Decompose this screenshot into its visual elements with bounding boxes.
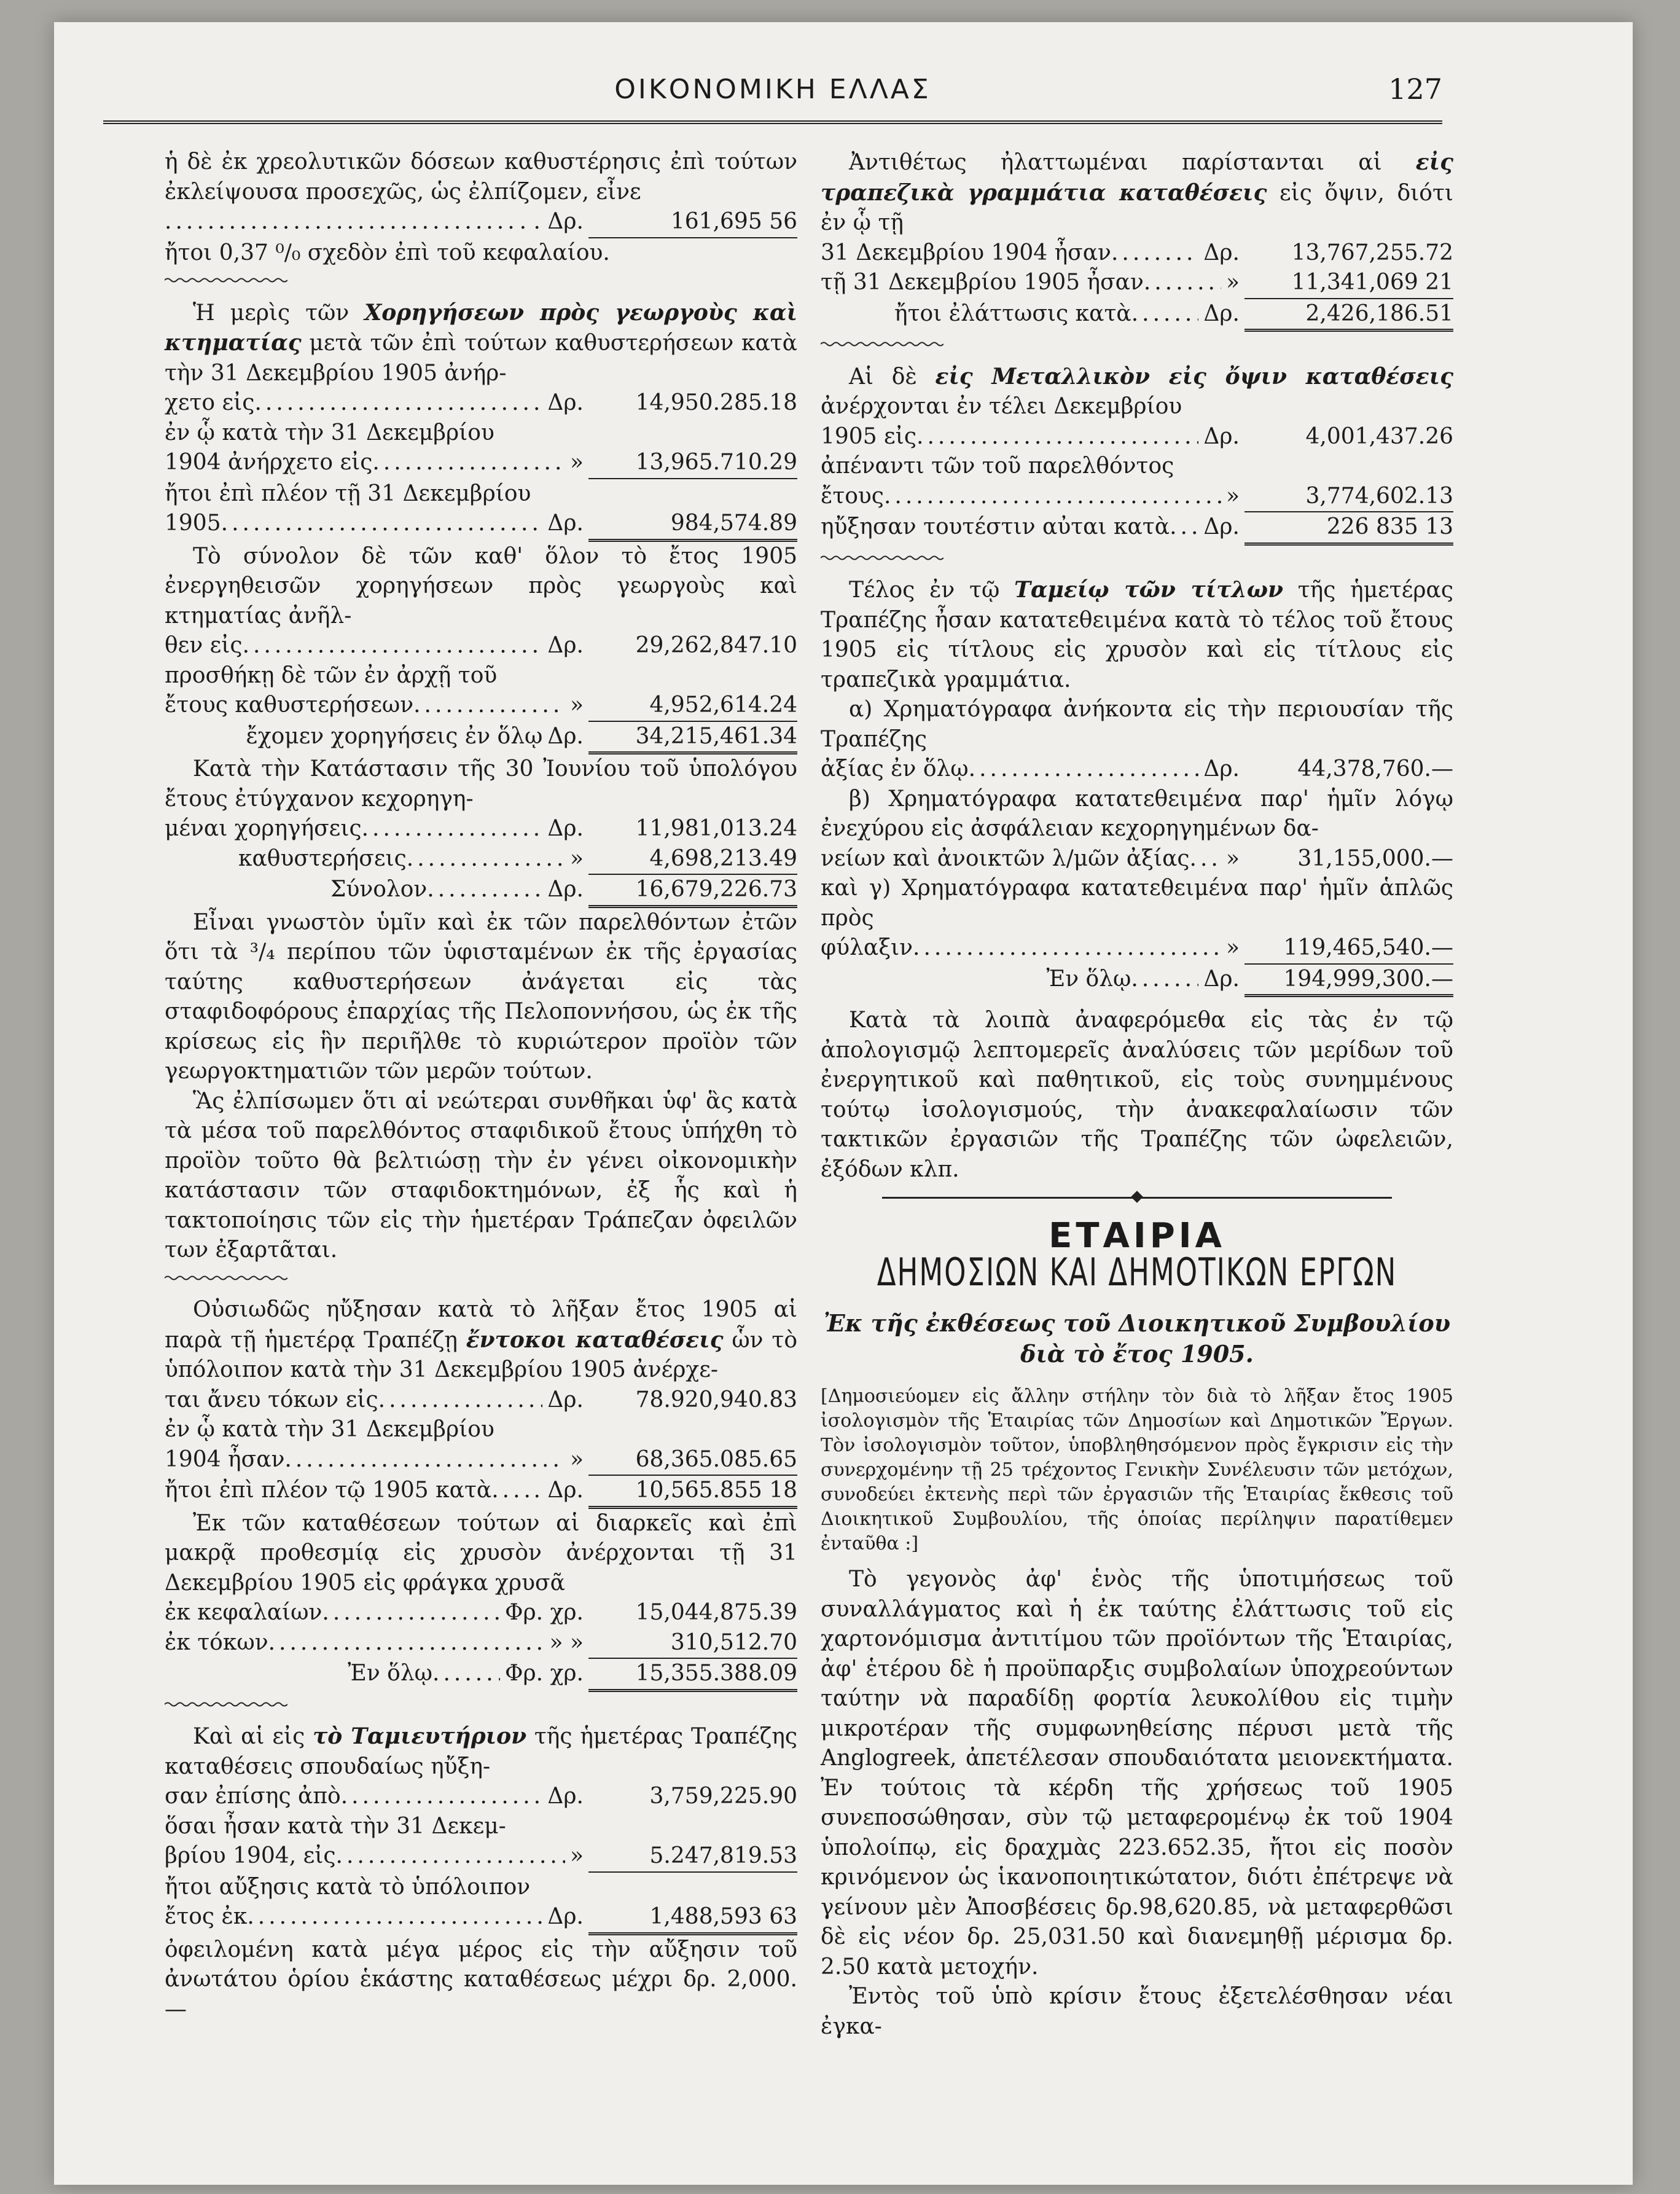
- amount-line: θεν εἰς ..... Δρ. 29,262,847.10: [165, 631, 797, 661]
- paragraph: Ἡ μερὶς τῶν Χορηγήσεων πρὸς γεωργοὺς καὶ κτηματίας μετὰ τῶν ἐπὶ τούτων καθυστερήσεων κατὰ τὴν 31 Δεκεμβρίου 1905 ἀνήρ-: [165, 299, 797, 386]
- paragraph: ὀφειλομένη κατὰ μέγα μέρος εἰς τὴν αὔξησιν τοῦ ἀνωτάτου ὁρίου ἑκάστης καταθέσεως μέχρι δρ. 2,000.—: [165, 1937, 797, 2022]
- wavy-divider: [821, 555, 944, 561]
- amount-line: ἀξίας ἐν ὅλῳ ..... Δρ. 44,378,760.—: [821, 754, 1453, 785]
- paragraph: Ἐντὸς τοῦ ὑπὸ κρίσιν ἔτους ἐξετελέσθησαν νέαι ἐγκα-: [821, 1984, 1453, 2039]
- amount-line: ηὔξησαν τουτέστιν αὐται κατὰ ..... Δρ. 226 835 13: [821, 512, 1453, 546]
- paragraph: ἐν ᾧ κατὰ τὴν 31 Δεκεμβρίου: [165, 420, 494, 445]
- amount-line: ..... . . Δρ. 161,695 56: [165, 207, 797, 238]
- paragraph: Τὸ σύνολον δὲ τῶν καθ' ὅλον τὸ ἔτος 1905 ἐνεργηθεισῶν χορηγήσεων πρὸς γεωργοὺς καὶ κτηματίας ἀνῆλ-: [165, 543, 797, 629]
- amount-line: ἔτος ἐκ ..... Δρ. 1,488,593 63: [165, 1902, 797, 1935]
- paragraph: Τὸ γεγονὸς ἀφ' ἑνὸς τῆς ὑποτιμήσεως τοῦ συναλλάγματος καὶ ἡ ἐκ ταύτης ἐλάττωσις τοῦ εἰς χαρτονόμισμα ἀντιτίμου τῶν προϊόντων τῆς Ἑταιρίας, ἀφ' ἑτέρου δὲ ἡ προϋπαρξις συμβολαίων ὑποχρεούντων ταύτην νὰ παραδίδῃ φορτία λευκολίθου εἰς τιμὴν μικροτέραν τῆς συμφωνηθείσης πέρυσι μετὰ τῆς Anglogreek, ἀπετέλεσαν σπουδαιότατα μειονεκτήματα. Ἐν τούτοις τὰ κέρδη τῆς χρήσεως τοῦ 1905 συνεποσώθησαν, σὺν τῷ μεταφερομένῳ ἐκ τοῦ 1904 ὑπολοίπῳ, εἰς δραχμὰς 223.652.35, ἤτοι εἰς ποσὸν κρινόμενον ὡς ἱκανοποιητικώτατον, διότι ἐπέτρεψε νὰ γείνουν μὲν Ἀποσβέσεις δρ.98,620.85, νὰ μεταφερθῶσι δὲ εἰς νέον δρ. 25,031.50 καὶ διανεμηθῇ μέρισμα δρ. 2.50 κατὰ μετοχήν.: [821, 1567, 1453, 1980]
- running-title: ΟΙΚΟΝΟΜΙΚΗ ΕΛΛΑΣ: [614, 74, 931, 105]
- amount-line: ἔχομεν χορηγήσεις ἐν ὅλῳ Δρ. 34,215,461.34: [165, 722, 797, 755]
- page-number: 127: [1388, 72, 1442, 106]
- paragraph: Τέλος ἐν τῷ Ταμείῳ τῶν τίτλων τῆς ἡμετέρας Τραπέζης ἦσαν κατατεθειμένα κατὰ τὸ τέλος τοῦ ἔτους 1905 εἰς τίτλους εἰς χρυσὸν καὶ εἰς τίτλους εἰς τραπεζικὰ γραμμάτια.: [821, 577, 1453, 692]
- paragraph: Ἐκ τῶν καταθέσεων τούτων αἱ διαρκεῖς καὶ ἐπὶ μακρᾷ προθεσμίᾳ εἰς χρυσὸν ἀνέρχονται τῇ 31 Δεκεμβρίου 1905 εἰς φράγκα χρυσᾶ: [165, 1510, 797, 1596]
- left-column: [165, 147, 797, 2024]
- paragraph: ἐν ᾧ κατὰ τὴν 31 Δεκεμβρίου: [165, 1417, 494, 1442]
- amount-line: ἔτους ..... » 3,774,602.13: [821, 482, 1453, 513]
- paragraph: Εἶναι γνωστὸν ὑμῖν καὶ ἐκ τῶν παρελθόντων ἐτῶν ὅτι τὰ ³/₄ περίπου τῶν ὑφισταμένων ἐκ τῆς ἐργασίας ταύτης καθυστερήσεων ἀνάγεται εἰς τὰς σταφιδοφόρους ἐπαρχίας τῆς Πελοποννήσου, ὡς ἐκ τῆς κρίσεως εἰς ἣν περιῆλθε τὸ κυριώτερον προϊὸν τῶν γεωργοκτηματιῶν τῶν μερῶν τούτων.: [165, 909, 797, 1084]
- amount-line: 1905 εἰς ..... Δρ. 4,001,437.26: [821, 422, 1453, 452]
- paragraph: Καὶ αἱ εἰς τὸ Ταμιευτήριον τῆς ἡμετέρας Τραπέζης καταθέσεις σπουδαίως ηὔξη-: [165, 1723, 797, 1779]
- amount-line: 31 Δεκεμβρίου 1904 ἦσαν ..... Δρ. 13,767,255.72: [821, 238, 1453, 268]
- right-column: [821, 147, 1453, 2042]
- header-rule: [103, 120, 1442, 124]
- amount-line: νείων καὶ ἀνοικτῶν λ/μῶν ἀξίας ..... » 31,155,000.—: [821, 844, 1453, 874]
- paragraph: ὅσαι ἦσαν κατὰ τὴν 31 Δεκεμ-: [165, 1813, 506, 1839]
- paragraph: ἤτοι αὔξησις κατὰ τὸ ὑπόλοιπον: [165, 1874, 531, 1900]
- wavy-divider: [165, 1275, 287, 1281]
- wavy-divider: [165, 1701, 287, 1707]
- amount-line: ἐκ τόκων ..... » » 310,512.70: [165, 1628, 797, 1659]
- section-subheading: ΔΗΜΟΣΙΩΝ ΚΑΙ ΔΗΜΟΤΙΚΩΝ ΕΡΓΩΝ: [877, 1250, 1397, 1295]
- amount-line: 1904 ἀνήρχετο εἰς ..... » 13,965.710.29: [165, 448, 797, 479]
- amount-line: ται ἄνευ τόκων εἰς ..... Δρ. 78.920,940.83: [165, 1385, 797, 1416]
- paragraph: ἀπέναντι τῶν τοῦ παρελθόντος: [821, 453, 1174, 479]
- paragraph: Αἱ δὲ εἰς Μεταλλικὸν εἰς ὄψιν καταθέσεις ἀνέρχονται ἐν τέλει Δεκεμβρίου: [821, 363, 1453, 419]
- section-separator: [821, 1185, 1453, 1209]
- amount-line: φύλαξιν ..... » 119,465,540.—: [821, 933, 1453, 965]
- wavy-divider: [165, 277, 287, 283]
- paragraph: Κατὰ τὰ λοιπὰ ἀναφερόμεθα εἰς τὰς ἐν τῷ ἀπολογισμῷ λεπτομερεῖς ἀναλύσεις τῶν μερίδων τοῦ ἐνεργητικοῦ καὶ παθητικοῦ, εἰς τοὺς συνημμένους τούτῳ ἰσολογισμούς, τὴν ἀνακεφαλαίωσιν τῶν τακτικῶν ἐργασιῶν τῆς Τραπέζης τῶν ὠφελειῶν, ἐξόδων κλπ.: [821, 1008, 1453, 1182]
- paragraph: ἡ δὲ ἐκ χρεολυτικῶν δόσεων καθυστέρησις ἐπὶ τούτων ἐκλείψουσα προσεχῶς, ὡς ἐλπίζομεν, εἶνε: [165, 149, 797, 205]
- amount-line: ἤτοι ἐλάττωσις κατὰ ..... Δρ. 2,426,186.51: [821, 299, 1453, 332]
- paragraph: καὶ γ) Χρηματόγραφα κατατεθειμένα παρ' ἡμῖν ἁπλῶς πρὸς: [821, 876, 1453, 931]
- paragraph: Κατὰ τὴν Κατάστασιν τῆς 30 Ἰουνίου τοῦ ὑπολόγου ἔτους ἐτύγχανον κεχορηγη-: [165, 756, 797, 812]
- page-header: [103, 61, 1442, 117]
- amount-line: Ἐν ὅλῳ ..... Φρ. χρ. 15,355.388.09: [165, 1659, 797, 1692]
- paragraph: προσθήκῃ δὲ τῶν ἐν ἀρχῇ τοῦ: [165, 662, 498, 688]
- amount-line: ἐκ κεφαλαίων ..... Φρ. χρ. 15,044,875.39: [165, 1598, 797, 1628]
- section-heading: ΕΤΑΙΡΙΑ: [1049, 1216, 1225, 1256]
- paragraph: α) Χρηματόγραφα ἀνήκοντα εἰς τὴν περιουσίαν τῆς Τραπέζης: [821, 697, 1453, 752]
- report-title: Ἐκ τῆς ἐκθέσεως τοῦ Διοικητικοῦ Συμβουλίου διὰ τὸ ἔτος 1905.: [823, 1309, 1451, 1368]
- amount-line: ἤτοι ἐπὶ πλέον τῷ 1905 κατὰ ..... . Δρ. 10,565.855 18: [165, 1476, 797, 1509]
- amount-line: Σύνολον ..... Δρ. 16,679,226.73: [165, 875, 797, 908]
- paragraph: ἤτοι 0,37 ⁰/₀ σχεδὸν ἐπὶ τοῦ κεφαλαίου.: [165, 240, 610, 265]
- paragraph: ἤτοι ἐπὶ πλέον τῇ 31 Δεκεμβρίου: [165, 480, 531, 506]
- amount-line: Ἐν ὅλῳ ..... Δρ. 194,999,300.—: [821, 965, 1453, 998]
- amount-line: μέναι χορηγήσεις ..... Δρ. 11,981,013.24: [165, 814, 797, 844]
- amount-line: τῇ 31 Δεκεμβρίου 1905 ἦσαν ..... » 11,341,069 21: [821, 268, 1453, 299]
- amount-line: ἔτους καθυστερήσεων ..... » 4,952,614.24: [165, 691, 797, 722]
- amount-line: 1904 ἦσαν ..... » 68,365.085.65: [165, 1445, 797, 1476]
- paragraph: Οὐσιωδῶς ηὔξησαν κατὰ τὸ λῆξαν ἔτος 1905 αἱ παρὰ τῇ ἡμετέρᾳ Τραπέζῃ ἔντοκοι καταθέσεις ὧν τὸ ὑπόλοιπον κατὰ τὴν 31 Δεκεμβρίου 1905 ἀνέρχε-: [165, 1297, 797, 1382]
- editor-note: [Δημοσιεύομεν εἰς ἄλλην στήλην τὸν διὰ τὸ λῆξαν ἔτος 1905 ἰσολογισμὸν τῆς Ἑταιρίας τῶν Δημοσίων καὶ Δημοτικῶν Ἔργων. Τὸν ἰσολογισμὸν τοῦτον, ὑποβληθησόμενον πρὸς ἔγκρισιν εἰς τὴν συνερχομένην τῇ 25 τρέχοντος Γενικὴν Συνέλευσιν τῶν μετόχων, συνοδεύει ἐκτενὴς περὶ τῶν ἐργασιῶν τῆς Ἑταιρίας ἔκθεσις τοῦ Διοικητικοῦ Συμβουλίου, τῆς ὁποίας περίληψιν παρατίθεμεν ἐνταῦθα :]: [821, 1385, 1453, 1554]
- paragraph: Ἃς ἐλπίσωμεν ὅτι αἱ νεώτεραι συνθῆκαι ὑφ' ἃς κατὰ τὰ μέσα τοῦ παρελθόντος σταφιδικοῦ ἔτους ὑπήχθη τὸ προϊὸν τοῦτο θὰ βελτιώσῃ τὴν ἐν γένει οἰκονομικὴν κατάστασιν τῶν σταφιδοκτημόνων, ἐξ ἧς καὶ ἡ τακτοποίησις τῶν εἰς τὴν ἡμετέραν Τράπεζαν ὀφειλῶν των ἐξαρτᾶται.: [165, 1088, 797, 1263]
- paragraph: β) Χρηματόγραφα κατατεθειμένα παρ' ἡμῖν λόγῳ ἐνεχύρου εἰς ἀσφάλειαν κεχορηγημένων δα-: [821, 786, 1453, 841]
- wavy-divider: [821, 341, 944, 347]
- amount-line: βρίου 1904, εἰς ..... » 5.247,819.53: [165, 1841, 797, 1873]
- amount-line: 1905 ..... Δρ. 984,574.89: [165, 509, 797, 542]
- amount-line: σαν ἐπίσης ἀπὸ ..... Δρ. 3,759,225.90: [165, 1782, 797, 1812]
- amount-line: καθυστερήσεις ..... » 4,698,213.49: [165, 844, 797, 876]
- paragraph: Ἀντιθέτως ἠλαττωμέναι παρίστανται αἱ εἰς τραπεζικὰ γραμμάτια καταθέσεις εἰς ὄψιν, διότι ἐν ᾧ τῇ: [821, 149, 1453, 235]
- amount-line: χετο εἰς ..... Δρ. 14,950.285.18: [165, 388, 797, 418]
